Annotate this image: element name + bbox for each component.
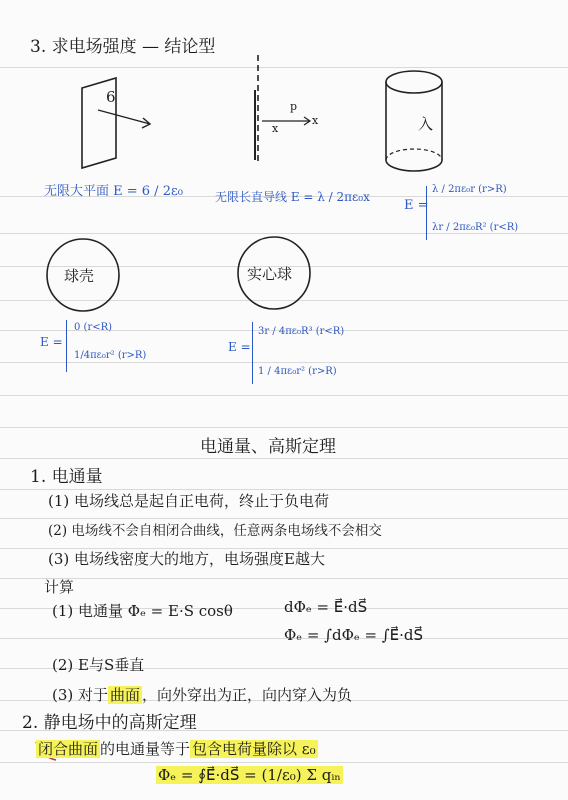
plane-charge-label: 6 bbox=[106, 88, 116, 106]
flux-line-1: (1) 电场线总是起自正电荷，终止于负电荷 bbox=[48, 492, 330, 510]
gauss-highlight: 闭合曲面 bbox=[38, 740, 99, 758]
calc-item-1b: dΦₑ = E⃗·dS⃗ bbox=[284, 598, 368, 616]
flux-line-3: (3) 电场线密度大的地方，电场强度E越大 bbox=[48, 550, 325, 568]
cylinder-e-label: E = bbox=[404, 198, 429, 213]
axis-p-label: p bbox=[290, 100, 298, 113]
axis-x2-label: x bbox=[312, 114, 319, 127]
gauss-statement bbox=[36, 738, 318, 759]
calc-item-2: (2) E与S垂直 bbox=[52, 656, 145, 674]
calc-item-3-rest: ，向外穿出为正，向内穿入为负 bbox=[142, 686, 353, 704]
field-arrow bbox=[98, 110, 150, 124]
solid-e-label: E = bbox=[228, 340, 251, 354]
cylinder-top bbox=[386, 71, 442, 93]
calc-item-1: (1) 电通量 Φₑ = E·S cosθ bbox=[52, 602, 233, 620]
shell-case-2: 1/4πε₀r² (r>R) bbox=[74, 350, 147, 361]
cylinder-case-2: λr / 2πε₀R² (r<R) bbox=[432, 222, 519, 233]
gauss-formula-text: Φₑ = ∮E⃗·dS⃗ = (1/ε₀) Σ qᵢₙ bbox=[158, 766, 341, 784]
heading-gauss: 2. 静电场中的高斯定理 bbox=[22, 713, 197, 733]
page-title: 3. 求电场强度 — 结论型 bbox=[30, 37, 216, 57]
gauss-highlight-2: 包含电荷量除以 ε₀ bbox=[192, 740, 316, 758]
gauss-text-1: 的电通量等于 bbox=[100, 740, 191, 758]
cylinder-brace bbox=[426, 186, 427, 240]
cylinder-label: 入 bbox=[418, 115, 434, 133]
section-title: 电通量、高斯定理 bbox=[200, 437, 336, 457]
shell-e-label: E = bbox=[40, 335, 63, 349]
solid-sphere-label: 实心球 bbox=[247, 265, 293, 283]
solid-case-1: 3r / 4πε₀R³ (r<R) bbox=[258, 326, 345, 337]
gauss-formula bbox=[156, 766, 343, 784]
solid-case-2: 1 / 4πε₀r² (r>R) bbox=[258, 366, 337, 377]
calc-item-3 bbox=[52, 684, 352, 705]
cylinder-case-1: λ / 2πε₀r (r>R) bbox=[432, 184, 507, 195]
axis-x-label: x bbox=[272, 122, 279, 135]
plane-formula: 无限大平面 E = 6 / 2ε₀ bbox=[44, 184, 183, 199]
cylinder-bottom-hidden bbox=[386, 149, 442, 160]
shell-brace bbox=[66, 320, 67, 372]
calc-item-3-highlight: 曲面 bbox=[110, 686, 141, 704]
line-formula: 无限长直导线 E = λ / 2πε₀x bbox=[215, 190, 370, 204]
calc-item-3-prefix: (3) 对于 bbox=[52, 686, 109, 704]
calc-item-1c: Φₑ = ∫dΦₑ = ∫E⃗·dS⃗ bbox=[284, 626, 424, 644]
flux-line-2: (2) 电场线不会自相闭合曲线，任意两条电场线不会相交 bbox=[48, 523, 382, 539]
sphere-shell-label: 球壳 bbox=[64, 267, 95, 285]
solid-brace bbox=[252, 322, 253, 384]
cylinder-bottom bbox=[386, 160, 442, 171]
shell-case-1: 0 (r<R) bbox=[74, 322, 113, 333]
calc-heading: 计算 bbox=[44, 578, 75, 596]
heading-flux: 1. 电通量 bbox=[30, 467, 103, 487]
